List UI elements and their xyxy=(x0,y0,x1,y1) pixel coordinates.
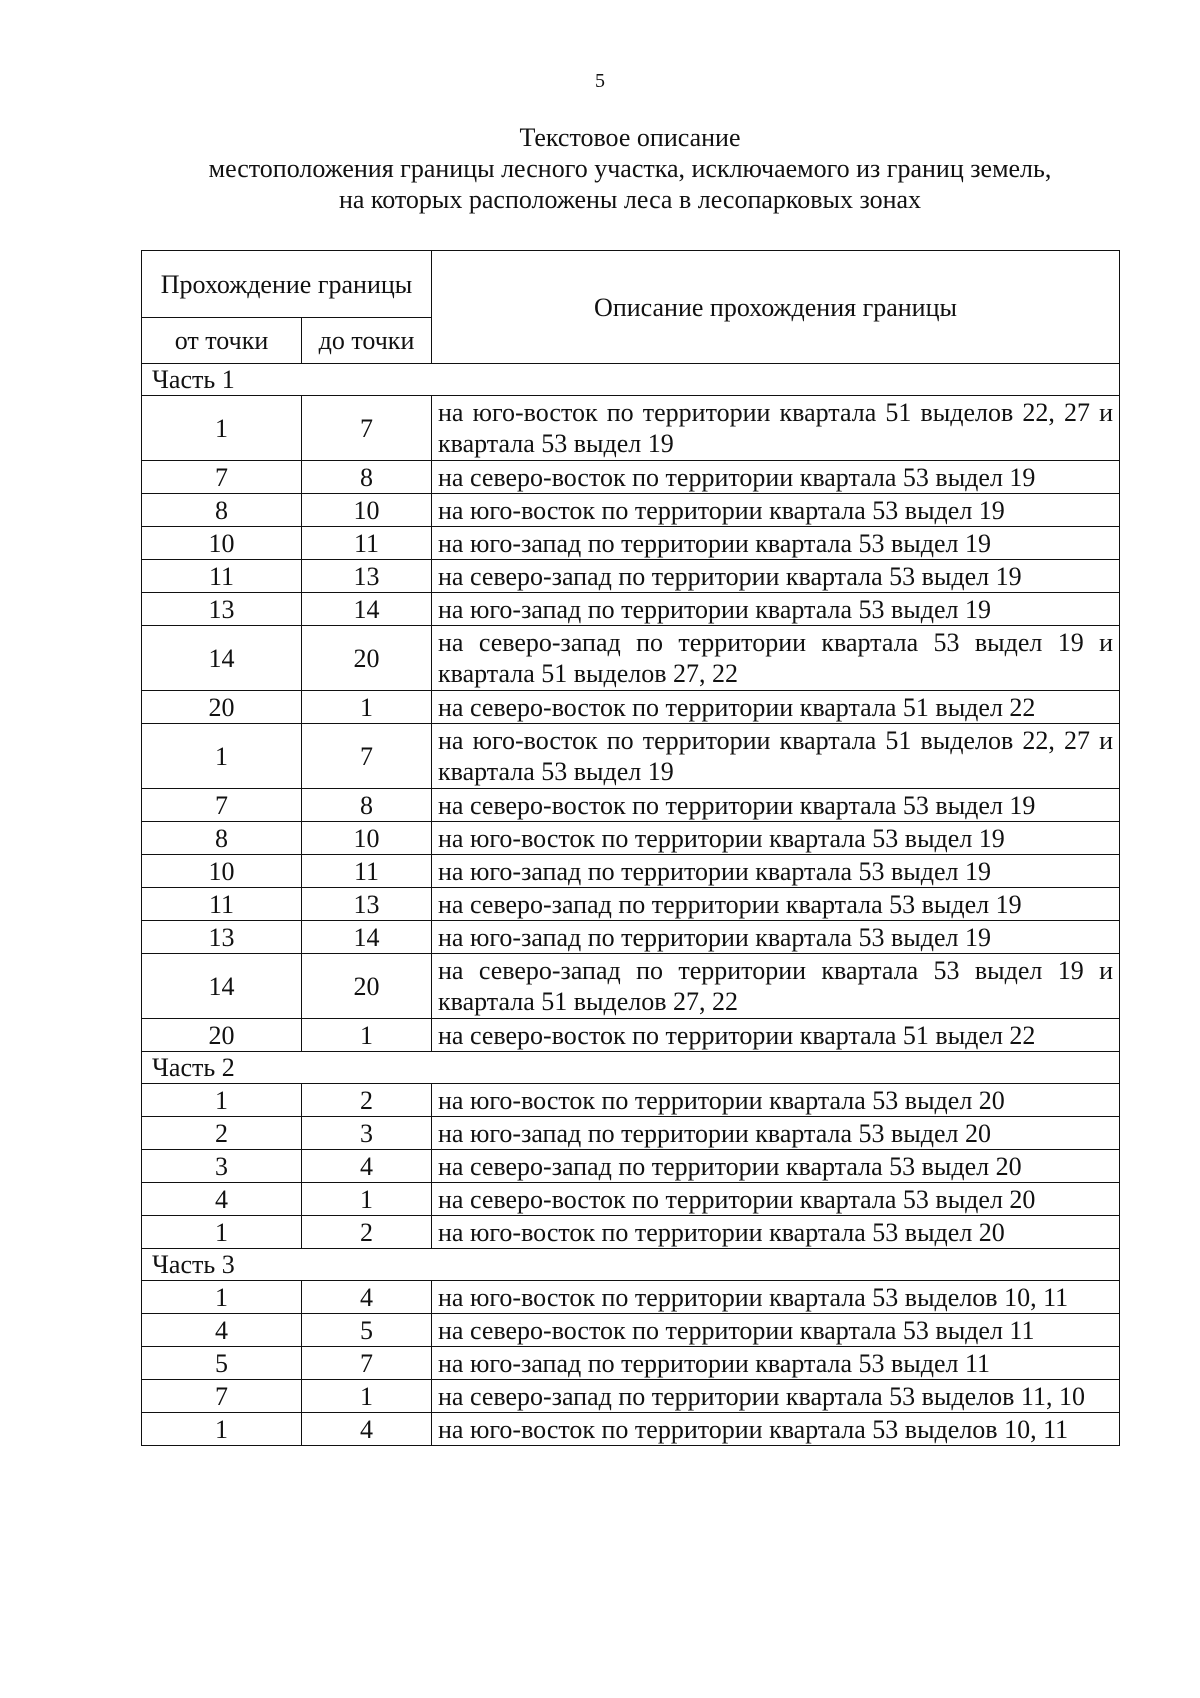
from-point-cell: 10 xyxy=(142,527,302,560)
header-to-point: до точки xyxy=(302,318,432,364)
to-point-cell: 5 xyxy=(302,1314,432,1347)
table-row xyxy=(142,789,1120,822)
to-point-cell: 14 xyxy=(302,593,432,626)
description-cell: на юго-восток по территории квартала 53 выдел 20 xyxy=(432,1216,1120,1249)
to-point-cell: 8 xyxy=(302,789,432,822)
from-point-cell: 14 xyxy=(142,954,302,1019)
to-point-cell: 8 xyxy=(302,461,432,494)
to-point-cell: 13 xyxy=(302,560,432,593)
from-point-cell: 1 xyxy=(142,1281,302,1314)
description-cell: на северо-запад по территории квартала 53 выделов 11, 10 xyxy=(432,1380,1120,1413)
table-row xyxy=(142,1347,1120,1380)
description-cell: на юго-восток по территории квартала 51 выделов 22, 27 и квартала 53 выдел 19 xyxy=(432,724,1120,789)
to-point-cell: 4 xyxy=(302,1413,432,1446)
table-row xyxy=(142,888,1120,921)
description-cell: на северо-восток по территории квартала 51 выдел 22 xyxy=(432,1019,1120,1052)
header-boundary-passage: Прохождение границы xyxy=(142,251,432,318)
from-point-cell: 11 xyxy=(142,560,302,593)
table-row xyxy=(142,1413,1120,1446)
title-line: на которых расположены леса в лесопарковых зонах xyxy=(338,185,922,214)
to-point-cell: 20 xyxy=(302,954,432,1019)
from-point-cell: 4 xyxy=(142,1314,302,1347)
description-cell: на юго-восток по территории квартала 53 выдел 20 xyxy=(432,1084,1120,1117)
table-row xyxy=(142,1117,1120,1150)
table-row xyxy=(142,921,1120,954)
to-point-cell: 20 xyxy=(302,626,432,691)
table-row xyxy=(142,1183,1120,1216)
table-row xyxy=(142,1084,1120,1117)
to-point-cell: 3 xyxy=(302,1117,432,1150)
from-point-cell: 8 xyxy=(142,494,302,527)
from-point-cell: 1 xyxy=(142,396,302,461)
from-point-cell: 8 xyxy=(142,822,302,855)
part-row xyxy=(142,1052,1120,1084)
part-label: Часть 1 xyxy=(142,364,1120,396)
from-point-cell: 13 xyxy=(142,921,302,954)
table-row xyxy=(142,560,1120,593)
table-row xyxy=(142,527,1120,560)
description-cell: на юго-восток по территории квартала 53 выдел 19 xyxy=(432,494,1120,527)
table-row xyxy=(142,822,1120,855)
description-cell: на юго-запад по территории квартала 53 выдел 19 xyxy=(432,527,1120,560)
description-cell: на юго-запад по территории квартала 53 выдел 19 xyxy=(432,855,1120,888)
to-point-cell: 1 xyxy=(302,1380,432,1413)
description-cell: на юго-запад по территории квартала 53 выдел 20 xyxy=(432,1117,1120,1150)
from-point-cell: 13 xyxy=(142,593,302,626)
header-description: Описание прохождения границы xyxy=(432,251,1120,364)
description-cell: на юго-запад по территории квартала 53 выдел 11 xyxy=(432,1347,1120,1380)
table-row xyxy=(142,855,1120,888)
to-point-cell: 10 xyxy=(302,822,432,855)
description-cell: на северо-запад по территории квартала 53 выдел 19 xyxy=(432,560,1120,593)
from-point-cell: 1 xyxy=(142,1084,302,1117)
part-row xyxy=(142,1249,1120,1281)
page-number: 5 xyxy=(595,70,605,92)
from-point-cell: 1 xyxy=(142,1216,302,1249)
to-point-cell: 7 xyxy=(302,1347,432,1380)
from-point-cell: 7 xyxy=(142,1380,302,1413)
table-row xyxy=(142,691,1120,724)
from-point-cell: 10 xyxy=(142,855,302,888)
from-point-cell: 5 xyxy=(142,1347,302,1380)
to-point-cell: 2 xyxy=(302,1084,432,1117)
to-point-cell: 4 xyxy=(302,1281,432,1314)
description-cell: на северо-запад по территории квартала 53 выдел 19 xyxy=(432,888,1120,921)
table-row xyxy=(142,461,1120,494)
description-cell: на северо-восток по территории квартала 53 выдел 20 xyxy=(432,1183,1120,1216)
from-point-cell: 1 xyxy=(142,1413,302,1446)
to-point-cell: 2 xyxy=(302,1216,432,1249)
document-title xyxy=(0,122,1200,215)
from-point-cell: 4 xyxy=(142,1183,302,1216)
to-point-cell: 14 xyxy=(302,921,432,954)
table-row xyxy=(142,1281,1120,1314)
table-body xyxy=(142,364,1120,1446)
table-row xyxy=(142,1216,1120,1249)
description-cell: на северо-запад по территории квартала 53 выдел 19 и квартала 51 выделов 27, 22 xyxy=(432,626,1120,691)
title-line: местоположения границы лесного участка, исключаемого из границ земель, xyxy=(208,154,1052,183)
from-point-cell: 3 xyxy=(142,1150,302,1183)
to-point-cell: 1 xyxy=(302,691,432,724)
header-from-point: от точки xyxy=(142,318,302,364)
description-cell: на юго-восток по территории квартала 53 выделов 10, 11 xyxy=(432,1281,1120,1314)
to-point-cell: 11 xyxy=(302,855,432,888)
description-cell: на юго-восток по территории квартала 53 выдел 19 xyxy=(432,822,1120,855)
description-cell: на северо-запад по территории квартала 53 выдел 20 xyxy=(432,1150,1120,1183)
table-row xyxy=(142,1380,1120,1413)
description-cell: на юго-запад по территории квартала 53 выдел 19 xyxy=(432,593,1120,626)
table-row xyxy=(142,954,1120,1019)
table-row xyxy=(142,593,1120,626)
to-point-cell: 7 xyxy=(302,396,432,461)
from-point-cell: 1 xyxy=(142,724,302,789)
title-line: Текстовое описание xyxy=(519,123,741,152)
part-label: Часть 2 xyxy=(142,1052,1120,1084)
from-point-cell: 20 xyxy=(142,1019,302,1052)
from-point-cell: 20 xyxy=(142,691,302,724)
description-cell: на северо-восток по территории квартала 53 выдел 19 xyxy=(432,461,1120,494)
table-row xyxy=(142,626,1120,691)
to-point-cell: 11 xyxy=(302,527,432,560)
to-point-cell: 1 xyxy=(302,1019,432,1052)
from-point-cell: 14 xyxy=(142,626,302,691)
description-cell: на северо-восток по территории квартала 53 выдел 19 xyxy=(432,789,1120,822)
description-cell: на северо-запад по территории квартала 53 выдел 19 и квартала 51 выделов 27, 22 xyxy=(432,954,1120,1019)
to-point-cell: 1 xyxy=(302,1183,432,1216)
table-row xyxy=(142,1019,1120,1052)
part-row xyxy=(142,364,1120,396)
from-point-cell: 2 xyxy=(142,1117,302,1150)
description-cell: на северо-восток по территории квартала 53 выдел 11 xyxy=(432,1314,1120,1347)
description-cell: на северо-восток по территории квартала 51 выдел 22 xyxy=(432,691,1120,724)
from-point-cell: 7 xyxy=(142,461,302,494)
to-point-cell: 10 xyxy=(302,494,432,527)
to-point-cell: 13 xyxy=(302,888,432,921)
from-point-cell: 11 xyxy=(142,888,302,921)
description-cell: на юго-запад по территории квартала 53 выдел 19 xyxy=(432,921,1120,954)
part-label: Часть 3 xyxy=(142,1249,1120,1281)
description-cell: на юго-восток по территории квартала 51 выделов 22, 27 и квартала 53 выдел 19 xyxy=(432,396,1120,461)
table-row xyxy=(142,494,1120,527)
table-row xyxy=(142,724,1120,789)
to-point-cell: 7 xyxy=(302,724,432,789)
table-row xyxy=(142,1150,1120,1183)
boundary-table xyxy=(141,250,1120,1446)
table-row xyxy=(142,1314,1120,1347)
from-point-cell: 7 xyxy=(142,789,302,822)
table-row xyxy=(142,396,1120,461)
to-point-cell: 4 xyxy=(302,1150,432,1183)
description-cell: на юго-восток по территории квартала 53 выделов 10, 11 xyxy=(432,1413,1120,1446)
